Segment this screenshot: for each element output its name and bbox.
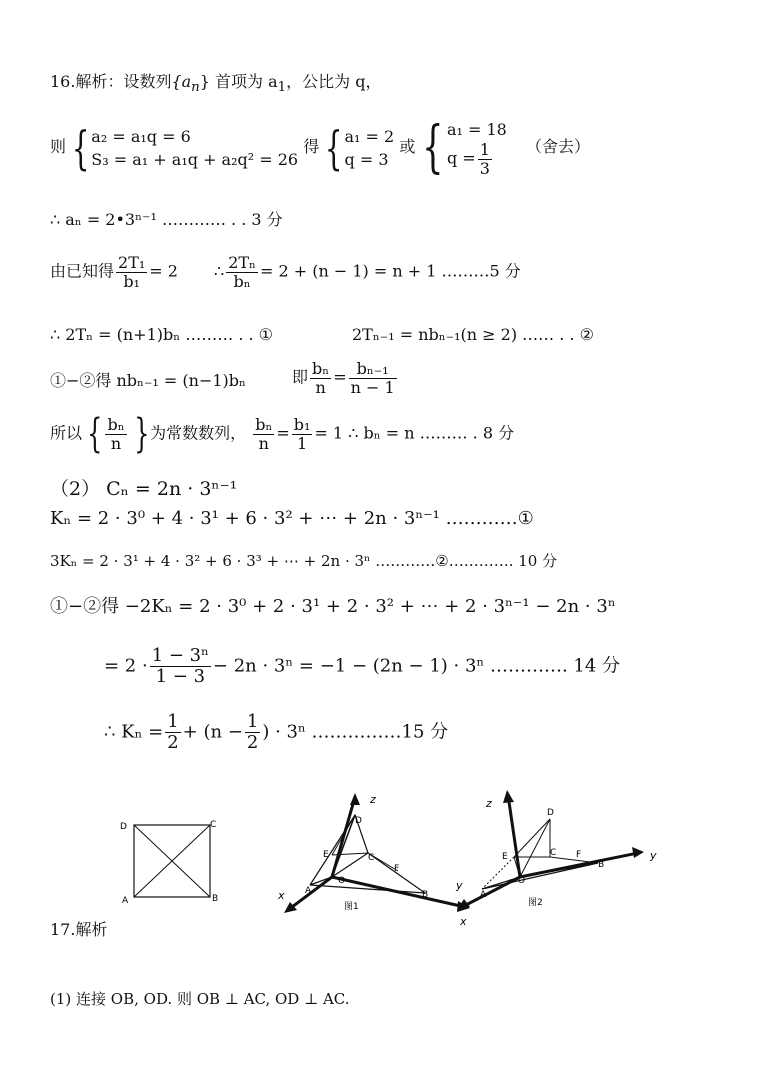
fraction [116,254,147,290]
label-c: C [368,853,375,863]
p16-cn: （2） Cₙ = 2n · 3ⁿ⁻¹ [50,478,238,500]
equation: S₃ = a₁ + a₁q + a₂q² = 26 [91,149,299,169]
text: 则 [50,137,67,157]
label-z: z [486,797,492,810]
equation: a₁ = 18 [446,120,507,139]
denominator: 2 [246,731,259,753]
text: ∴ [214,261,225,281]
square-figure [120,820,218,906]
label-x: x [460,915,467,928]
label-o: O [338,876,346,886]
denominator: n [258,433,269,453]
label-o: O [518,876,526,886]
p16-kn: Kₙ = 2 · 3⁰ + 4 · 3¹ + 6 · 3² + ⋯ + 2n · 3ⁿ⁻¹ …………① [50,508,534,529]
p16-subtract: ①−②得 −2Kₙ = 2 · 3⁰ + 2 · 3¹ + 2 · 3² + ⋯ + 2 · 3ⁿ⁻¹ − 2n · 3ⁿ [50,596,616,617]
p16-eq1: ∴ 2Tₙ = (n+1)bₙ ……… . . ① [50,325,274,344]
text: 所以 [50,423,83,443]
p16-sum [104,646,620,687]
numerator: bₙ [255,414,273,434]
text: 1 [277,80,287,96]
fraction [349,360,397,396]
text: q = [446,148,476,168]
p16-eq2: 2Tₙ₋₁ = nbₙ₋₁(n ≥ 2) …… . . ② [352,325,594,344]
denominator: n [315,377,326,397]
text: 或 [399,137,416,157]
equation: a₂ = a₁q = 6 [91,126,191,146]
fraction [150,646,211,687]
label-z: z [370,793,376,806]
label-y: y [456,879,463,892]
label-d: D [120,822,127,832]
numerator: 2Tₙ [228,253,256,272]
z-axis [332,797,355,877]
text: （舍去） [525,137,590,157]
label-f: F [576,850,582,860]
text: ∴ Kₙ = [104,721,164,743]
arrow-icon [503,790,514,803]
fraction [165,712,180,753]
text: = [276,423,290,443]
text: = 2 [149,261,178,281]
solution-2 [447,118,507,177]
label-c: C [210,820,217,830]
edge [520,819,550,877]
text: 得 [303,137,320,157]
equation: a₁ = 2 [344,126,395,146]
edge [550,857,598,863]
brace-icon: { [422,114,444,180]
text: = 2 + (n − 1) = n + 1 ………5 分 [259,261,521,281]
denominator: n − 1 [350,377,395,397]
p16-ji [292,360,399,396]
label-e: E [502,852,508,862]
brace-icon: { [87,411,103,457]
fraction [478,141,492,177]
numerator: bₙ₋₁ [349,360,397,379]
solution-1 [345,125,395,171]
p17-title: 17.解析 [50,920,108,939]
p16-const [50,411,515,457]
figure-1 [277,793,470,913]
denominator: bₙ [233,271,251,291]
fraction [245,712,260,753]
fraction [226,254,258,290]
denominator: 2 [167,731,179,753]
text: ，公比为 q， [286,72,382,91]
numerator: 1 − 3ⁿ [151,645,209,666]
system-equations [91,125,298,171]
numerator: bₙ [312,359,330,378]
numerator: 1 [246,711,259,732]
denominator: n [110,433,122,453]
text: + (n − [182,721,243,743]
fraction [292,416,313,452]
p16-known [50,254,178,290]
brace-icon: { [71,120,90,175]
text: } 首项为 a [199,72,278,91]
text: {a [171,72,192,91]
text: ) · 3ⁿ ……………15 分 [262,721,449,743]
label-e: E [323,850,329,860]
label-f: F [394,864,400,874]
numerator: bₙ [107,414,125,434]
label-x: x [278,889,285,902]
text: n [191,80,200,96]
fraction [105,416,126,452]
label-b: B [422,890,429,900]
text: 为常数数列， [150,423,247,443]
p16-intro [50,72,382,96]
equation: q = 3 [344,149,389,169]
p16-system [50,114,590,180]
p16-diff: ①−②得 nbₙ₋₁ = (n−1)bₙ [50,371,246,390]
caption-fig1: 图1 [344,902,359,912]
edge [332,815,355,855]
numerator: b₁ [293,414,311,434]
text: 16.解析：设数列 [50,72,172,91]
label-a: A [480,890,487,900]
text: = 2 · [104,655,148,677]
denominator: 1 [297,433,308,453]
label-b: B [598,860,605,870]
label-d: D [547,808,554,818]
numerator: 2T₁ [118,253,146,272]
label-b: B [212,894,219,904]
p16-kn-result [104,712,448,753]
triangle-edges [482,863,598,889]
numerator: 1 [167,711,179,732]
text: − 2n · 3ⁿ = −1 − (2n − 1) · 3ⁿ …………. 14 分 [212,655,621,677]
x-axis [462,877,520,907]
fraction [253,416,274,452]
denominator: 3 [479,158,490,178]
arrow-icon [632,847,644,858]
brace-icon: } [133,411,150,457]
p16-3kn: 3Kₙ = 2 · 3¹ + 4 · 3² + 6 · 3³ + ⋯ + 2n · 3ⁿ …………②…………. 10 分 [50,552,558,570]
text: 即 [292,367,309,387]
numerator: 1 [479,140,490,160]
p16-tn [214,254,521,290]
p16-an: ∴ aₙ = 2•3ⁿ⁻¹ ………… . . 3 分 [50,210,283,229]
figure-2 [457,790,657,928]
caption-fig2: 图2 [528,898,543,908]
label-d: D [355,816,362,826]
p17-line1: (1) 连接 OB, OD. 则 OB ⊥ AC, OD ⊥ AC. [50,990,350,1008]
fraction [310,360,331,396]
geometry-figures [110,785,710,930]
text: 由已知得 [50,261,115,281]
denominator: 1 − 3 [155,665,206,687]
text: = [333,367,347,387]
brace-icon: { [325,120,343,175]
label-y: y [650,849,657,862]
edge [514,819,550,857]
arrow-icon [350,793,360,805]
denominator: b₁ [123,271,140,291]
label-a: A [122,896,129,906]
label-a: A [305,886,312,896]
label-c: C [550,848,557,858]
text: = 1 ∴ bₙ = n ……… . 8 分 [314,423,515,443]
z-axis [508,795,520,877]
